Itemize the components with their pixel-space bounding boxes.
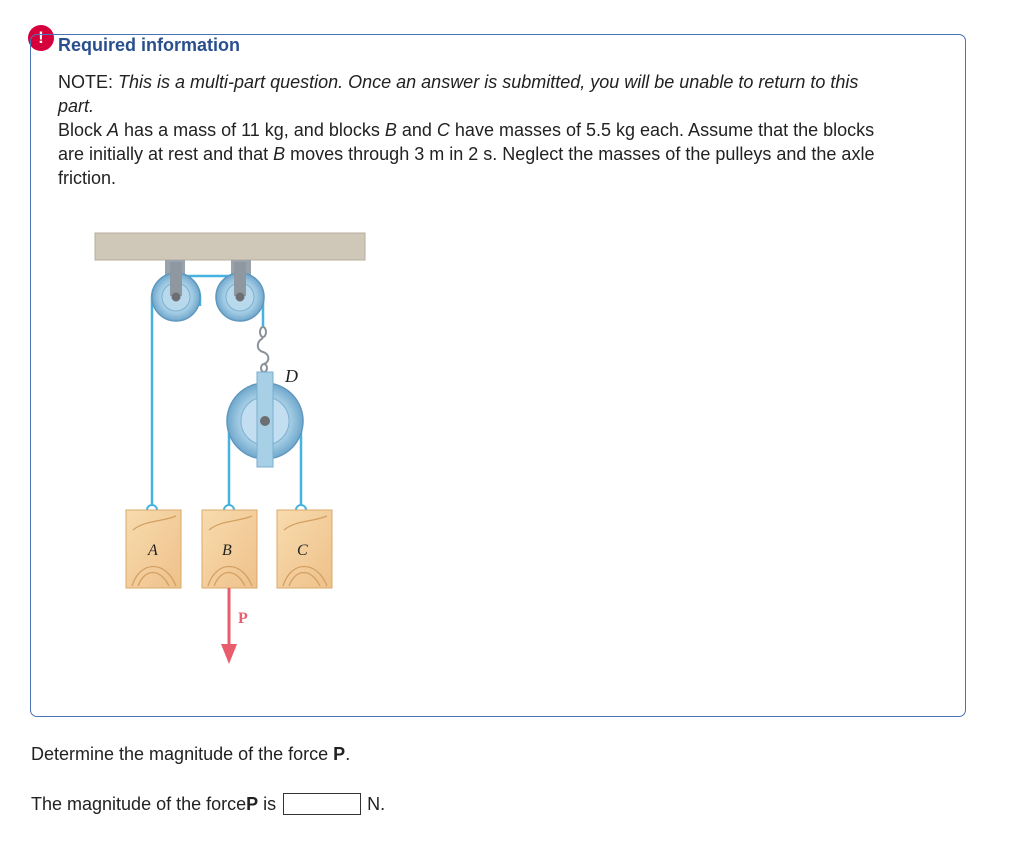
answer-unit: N. <box>367 793 386 814</box>
problem-var-c: C <box>436 120 450 140</box>
question-text-after: . <box>345 744 351 764</box>
answer-input[interactable] <box>283 793 361 815</box>
problem-text-3: and <box>396 120 437 140</box>
answer-label-after: is <box>258 793 277 814</box>
problem-text-1: Block <box>58 120 108 140</box>
card-heading: Required information <box>58 35 241 55</box>
label-p: P <box>238 610 248 627</box>
hook-chain <box>258 327 269 372</box>
fixed-pulley-right <box>216 262 264 321</box>
question-text-before: Determine the magnitude of the force <box>31 744 334 764</box>
problem-var-b: B <box>384 120 397 140</box>
problem-text-2: has a mass of 11 kg, and blocks <box>119 120 385 140</box>
note-paragraph <box>58 70 898 118</box>
answer-force-p: P <box>246 793 259 814</box>
answer-label-before: The magnitude of the force <box>31 793 247 814</box>
question-force-p: P <box>333 744 346 764</box>
movable-pulley-d <box>227 372 303 467</box>
pulley-system-figure <box>60 196 380 676</box>
alert-icon: ! <box>28 25 54 51</box>
ceiling-beam <box>95 233 365 260</box>
label-a: A <box>148 542 158 559</box>
problem-text-4: have masses of 5.5 kg each. Assume that the blocks are initially at rest and that <box>58 120 875 164</box>
problem-paragraph <box>58 118 898 190</box>
force-p-arrow <box>221 588 237 664</box>
problem-var-a: A <box>107 120 120 140</box>
answer-row <box>31 793 385 815</box>
note-label: NOTE: <box>58 72 114 92</box>
question-text <box>31 744 350 765</box>
label-c: C <box>297 542 308 559</box>
note-text: This is a multi-part question. Once an answer is submitted, you will be unable to return to this part. <box>58 72 859 116</box>
block-hooks <box>147 505 306 510</box>
label-b: B <box>222 542 232 559</box>
label-d: D <box>285 366 298 386</box>
problem-text-5: moves through 3 m in 2 s. Neglect the masses of the pulleys and the axle friction. <box>58 144 875 188</box>
fixed-pulley-left <box>152 262 200 321</box>
problem-statement <box>58 70 898 190</box>
problem-var-b-2: B <box>273 144 286 164</box>
